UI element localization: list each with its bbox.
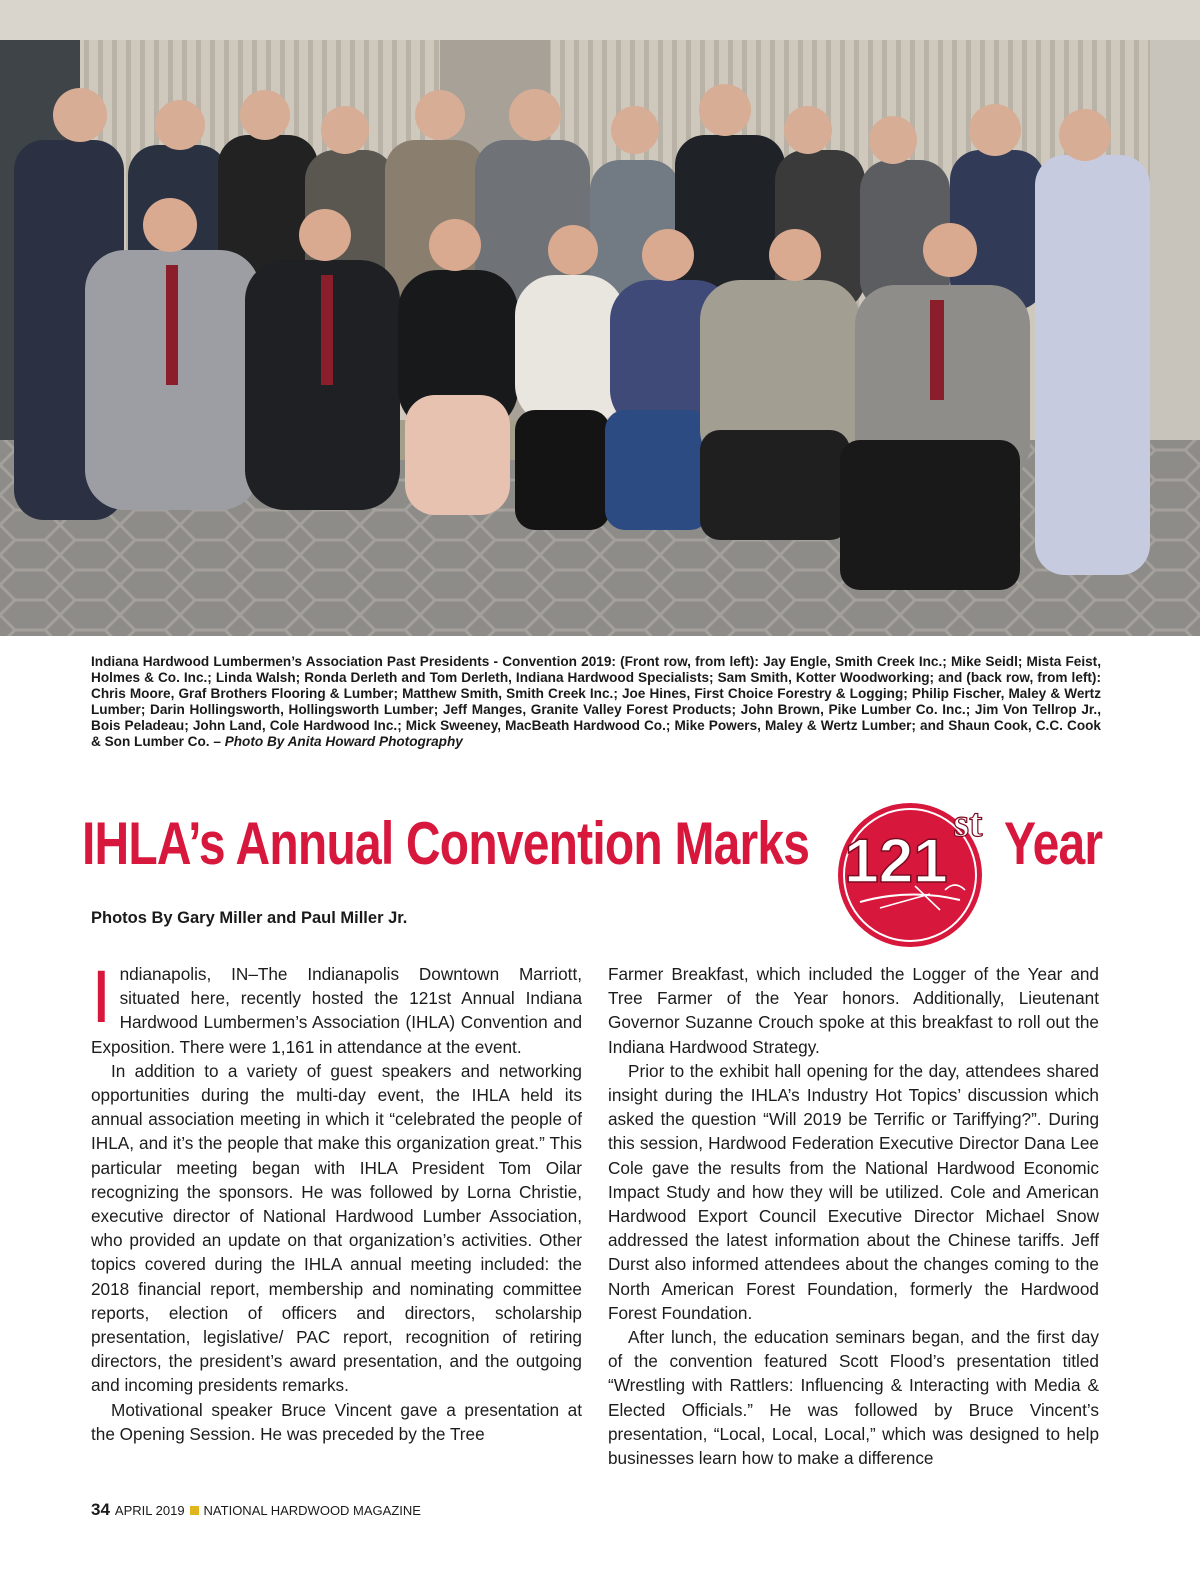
photo-caption xyxy=(91,654,1101,749)
article-paragraph: Motivational speaker Bruce Vincent gave a presentation at the Opening Session. He was preceded by the Tree xyxy=(91,1399,582,1444)
caption-credit: Photo By Anita Howard Photography xyxy=(224,733,463,749)
article-paragraph xyxy=(91,955,582,1059)
seal-suffix: st xyxy=(953,800,983,845)
photo-byline: Photos By Gary Miller and Paul Miller Jr. xyxy=(91,909,408,927)
article-paragraph: Prior to the exhibit hall opening for the day, attendees shared insight during the IHLA’s Industry Hot Topics’ discussion which asked the question “Will 2019 be Terrific or Tariffying?”. During this session, Hardwood Federation Executive Director Dana Lee Cole gave the results from the National Hardwood Economic Impact Study and how they will be utilized. Cole and American Hardwood Export Council Executive Director Michael Snow addressed the latest information about the Chinese tariffs. Jeff Durst also informed attendees about the changes coming to the North American Forest Foundation, formerly the Hardwood Forest Foundation. xyxy=(608,1060,1099,1323)
headline-year-word: Year xyxy=(1004,810,1103,877)
footer-issue: APRIL 2019 xyxy=(114,1503,185,1518)
footer-magazine: NATIONAL HARDWOOD MAGAZINE xyxy=(203,1503,421,1518)
article-paragraph: In addition to a variety of guest speakers and networking opportunities during the multi-day event, the IHLA held its annual association meeting in which it “celebrated the people of IHLA, and it’s the people that make this organization great.” This particular meeting began with IHLA President Tom Oilar recognizing the sponsors. He was followed by Lorna Christie, executive director of National Hardwood Lumber Association, who provided an update on that organization’s activities. Other topics covered during the IHLA annual meeting included: the 2018 financial report, membership and nominating committee reports, election of officers and directors, scholarship presentation, legislative/ PAC report, recognition of retiring directors, the president’s award presentation, and the outgoing and incoming presidents remarks. xyxy=(91,1060,582,1396)
121st-seal-icon xyxy=(820,790,1000,950)
group-photo-icon xyxy=(0,0,1200,636)
page-footer xyxy=(91,1500,421,1520)
article-paragraph: Farmer Breakfast, which included the Logger of the Year and Tree Farmer of the Year honors. Additionally, Lieutenant Governor Suzanne Crouch spoke at this breakfast to roll out the Indiana Hardwood Strategy. xyxy=(608,964,1099,1057)
article-paragraph: After lunch, the education seminars began, and the first day of the convention featured Scott Flood’s presentation titled “Wrestling with Rattlers: Influencing & Interacting with Media & Elected Officials.” He was followed by Bruce Vincent’s presentation, “Local, Local, Local,” which was designed to help businesses learn how to make a difference xyxy=(608,1327,1099,1469)
article-paragraph-text: ndianapolis, IN–The Indianapolis Downtown Marriott, situated here, recently hosted the 121st Annual Indiana Hardwood Lumbermen’s Association (IHLA) Convention and Exposition. There were 1,161 in attendance at the event. xyxy=(91,964,582,1057)
article-column-left xyxy=(91,955,582,1446)
article-column-right xyxy=(608,962,1099,1470)
drop-cap: I xyxy=(91,955,112,1038)
article-headline: IHLA’s Annual Convention Marks xyxy=(82,810,810,877)
footer-square-icon xyxy=(190,1506,199,1515)
group-photo xyxy=(0,0,1200,636)
caption-text: Indiana Hardwood Lumbermen’s Association Past Presidents - Convention 2019: (Front row, from left): Jay Engle, Smith Creek Inc.; Mike Seidl; Mista Feist, Holmes & Co. Inc.; Linda Walsh; Ronda Derleth and Tom Derleth, Indiana Hardwood Specialists; Sam Smith, Kotter Woodworking; and (back row, from left): Chris Moore, Graf Brothers Flooring & Lumber; Matthew Smith, Smith Creek Inc.; Joe Hines, First Choice Forestry & Logging; Philip Fischer, Maley & Wertz Lumber; Darin Hollingsworth, Hollingsworth Lumber; Jeff Manges, Granite Valley Forest Products; John Brown, Pike Lumber Co. Inc.; Jim Von Tellrop Jr., Bois Peladeau; John Land, Cole Hardwood Inc.; Mick Sweeney, MacBeath Hardwood Co.; Mike Powers, Maley & Wertz Lumber; and Shaun Cook, C.C. Cook & Son Lumber Co. – xyxy=(91,654,1101,749)
anniversary-seal xyxy=(820,790,1000,950)
seal-number: 121 xyxy=(844,827,948,896)
page-number: 34 xyxy=(91,1500,110,1519)
